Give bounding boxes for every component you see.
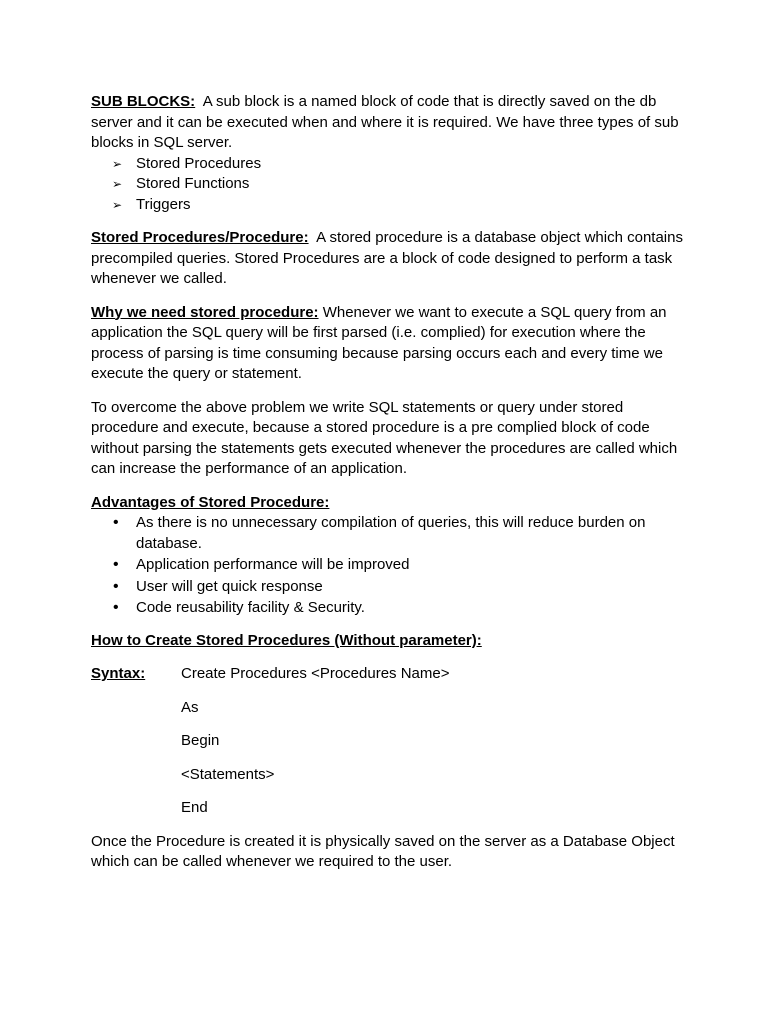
- bullet-icon: •: [113, 577, 119, 595]
- syntax-line: <Statements>: [181, 765, 275, 783]
- arrow-bullet-icon: ➢: [112, 197, 123, 212]
- advantages-list: [91, 513, 691, 619]
- stored-procedures-text: A stored procedure is a database object which contains precompiled queries. Stored Procedures are a block of code designed to perform a task whenever we called.: [91, 229, 683, 287]
- syntax-line: Create Procedures <Procedures Name>: [181, 665, 450, 682]
- list-item: • Application performance will be improved: [91, 555, 691, 576]
- closing-paragraph: Once the Procedure is created it is physically saved on the server as a Database Object which can be called whenever we required to the user.: [91, 832, 675, 870]
- syntax-label: Syntax:: [91, 665, 146, 682]
- syntax-line: End: [181, 799, 208, 816]
- syntax-line: As: [181, 698, 199, 716]
- how-to-heading: How to Create Stored Procedures (Without parameter):: [91, 631, 482, 649]
- why-need-text: Whenever we want to execute a SQL query from an application the SQL query will be first parsed (i.e. complied) for execution where the process of parsing is time consuming because parsing occurs each and every time we execute the query or statement.: [91, 303, 667, 382]
- syntax-block: [91, 664, 691, 685]
- document-body: [91, 92, 691, 873]
- list-item: ➢ Stored Procedures: [91, 154, 691, 175]
- arrow-bullet-icon: ➢: [112, 156, 123, 171]
- arrow-bullet-icon: ➢: [112, 177, 123, 191]
- sub-blocks-paragraph: [91, 92, 691, 154]
- sub-blocks-text: A sub block is a named block of code that is directly saved on the db server and it can be executed when and where it is required. We have three types of sub blocks in SQL server.: [91, 93, 679, 151]
- list-item: • User will get quick response: [91, 577, 691, 598]
- overcome-paragraph: To overcome the above problem we write SQL statements or query under stored procedure and execute, because a stored procedure is a pre complied block of code without parsing the statements gets executed whenever the procedures are called which can increase the performance of an application.: [91, 398, 678, 477]
- bullet-icon: •: [113, 599, 119, 616]
- sub-blocks-heading: SUB BLOCKS:: [91, 93, 196, 110]
- list-item: • Code reusability facility & Security.: [91, 598, 691, 619]
- syntax-line: Begin: [181, 732, 220, 749]
- why-need-heading: Why we need stored procedure:: [91, 303, 319, 321]
- bullet-icon: •: [113, 556, 119, 573]
- bullet-icon: •: [113, 514, 119, 531]
- why-need-paragraph: [91, 303, 691, 385]
- advantages-heading: Advantages of Stored Procedure:: [91, 493, 330, 511]
- list-item: ➢ Triggers: [91, 195, 691, 216]
- sub-blocks-list: [91, 154, 691, 216]
- list-item: • As there is no unnecessary compilation of queries, this will reduce burden on database.: [113, 514, 646, 552]
- stored-procedures-paragraph: [91, 228, 691, 290]
- list-item: ➢ Stored Functions: [91, 174, 691, 195]
- stored-procedures-heading: Stored Procedures/Procedure:: [91, 229, 309, 246]
